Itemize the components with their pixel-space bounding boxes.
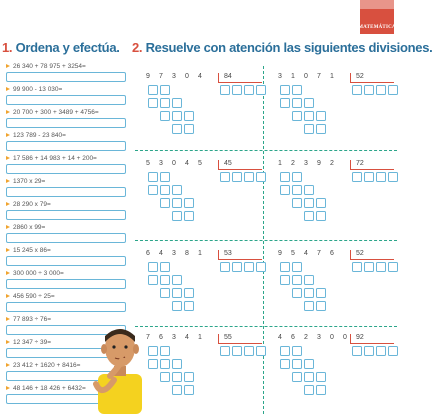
work-square[interactable] [316,301,326,311]
exercise-text: 15 245 x 86= [13,247,51,254]
dividend-digit: 9 [317,160,321,167]
work-square[interactable] [172,288,182,298]
dividend-digit: 1 [291,73,295,80]
quotient-square[interactable] [232,262,242,272]
answer-box[interactable] [6,164,126,174]
work-square[interactable] [172,372,182,382]
quotient-square[interactable] [376,172,386,182]
dividend-digit: 6 [146,250,150,257]
quotient-square[interactable] [364,85,374,95]
dividend-digit: 7 [317,73,321,80]
work-square[interactable] [172,359,182,369]
exercise-line [6,155,126,163]
work-square[interactable] [148,185,158,195]
exercise-text: 17 586 + 14 983 + 14 + 200= [13,155,97,162]
dividend-digit: 3 [172,73,176,80]
work-square[interactable] [160,85,170,95]
work-square[interactable] [184,211,194,221]
arrow-bullet-icon [6,202,10,206]
work-square[interactable] [172,198,182,208]
exercise-text: 123 789 - 23 840= [13,132,66,139]
arrow-bullet-icon [6,87,10,91]
work-square[interactable] [160,185,170,195]
work-square[interactable] [280,85,290,95]
exercise-line [6,86,126,94]
exercise-line [6,109,126,117]
work-square[interactable] [172,185,182,195]
work-square[interactable] [292,98,302,108]
exercise-line [6,293,126,301]
quotient-square[interactable] [376,85,386,95]
work-square[interactable] [292,346,302,356]
answer-box[interactable] [6,302,126,312]
exercise-text: 20 700 + 300 + 3489 + 4756= [13,109,99,116]
quotient-square[interactable] [376,346,386,356]
work-square[interactable] [304,124,314,134]
work-square[interactable] [184,385,194,395]
exercise-text: 23 412 + 1620 + 8416= [13,362,81,369]
dividend-digit: 0 [172,160,176,167]
answer-box[interactable] [6,72,126,82]
work-square[interactable] [160,262,170,272]
division-problem [270,250,395,330]
dividend [146,73,211,80]
arrow-bullet-icon [6,363,10,367]
work-square[interactable] [316,111,326,121]
work-square[interactable] [304,98,314,108]
dividend-digit: 3 [278,73,282,80]
work-square[interactable] [160,288,170,298]
division-problem [138,334,263,414]
dividend-digit: 1 [278,160,282,167]
dividend-digit: 7 [159,73,163,80]
dividend-digit: 9 [278,250,282,257]
work-square[interactable] [292,262,302,272]
section2-number: 2. [132,40,143,55]
dividend-digit: 3 [304,160,308,167]
work-square[interactable] [172,211,182,221]
exercise-text: 12 347 ÷ 39= [13,339,52,346]
dividend-digit: 8 [185,250,189,257]
exercise-text: 48 146 + 18 426 + 6432= [13,385,86,392]
exercise-text: 456 590 ÷ 25= [13,293,55,300]
work-square[interactable] [184,198,194,208]
work-square[interactable] [184,288,194,298]
dividend-digit: 5 [146,160,150,167]
work-square[interactable] [160,372,170,382]
dividend-digit: 0 [330,334,334,341]
quotient-square[interactable] [220,346,230,356]
arrow-bullet-icon [6,64,10,68]
exercise-line [6,270,126,278]
section2-title: Resuelve con atención las siguientes divisiones. [145,40,432,55]
work-square[interactable] [292,198,302,208]
dividend-digit: 9 [146,73,150,80]
answer-box[interactable] [6,95,126,105]
dividend-digit: 0 [343,334,347,341]
work-square[interactable] [304,198,314,208]
work-square[interactable] [160,111,170,121]
work-square[interactable] [304,275,314,285]
work-square[interactable] [280,98,290,108]
section2-heading [132,40,432,55]
dividend-digit: 7 [317,250,321,257]
dividend-digit: 2 [304,334,308,341]
dividend [278,334,356,341]
quotient-square[interactable] [244,172,254,182]
answer-box[interactable] [6,256,126,266]
work-square[interactable] [292,172,302,182]
dividend [278,73,343,80]
exercise-item [6,132,126,151]
dividend-digit: 6 [330,250,334,257]
work-square[interactable] [304,385,314,395]
work-square[interactable] [292,85,302,95]
section1-number: 1. [2,40,13,55]
work-square[interactable] [280,346,290,356]
quotient-square[interactable] [256,172,266,182]
answer-box[interactable] [6,141,126,151]
exercise-text: 1370 x 29= [13,178,46,185]
answer-box[interactable] [6,187,126,197]
dividend-digit: 1 [198,334,202,341]
quotient-square[interactable] [244,85,254,95]
exercise-text: 99 900 - 13 030= [13,86,63,93]
dividend-digit: 4 [304,250,308,257]
dividend-digit: 4 [198,73,202,80]
dividend-digit: 6 [291,334,295,341]
exercise-line [6,201,126,209]
divisor: 55 [218,334,262,344]
work-square[interactable] [292,288,302,298]
dividend [146,160,211,167]
work-square[interactable] [304,301,314,311]
quotient-square[interactable] [220,172,230,182]
dividend-digit: 4 [278,334,282,341]
arrow-bullet-icon [6,317,10,321]
answer-box[interactable] [6,233,126,243]
dividend-digit: 4 [185,334,189,341]
dividend-digit: 3 [159,160,163,167]
work-square[interactable] [292,275,302,285]
work-square[interactable] [148,172,158,182]
exercise-text: 28 290 x 79= [13,201,51,208]
division-problem [270,73,395,153]
work-square[interactable] [160,172,170,182]
work-square[interactable] [172,385,182,395]
arrow-bullet-icon [6,248,10,252]
dividend-digit: 2 [330,160,334,167]
exercise-line [6,132,126,140]
quotient-square[interactable] [388,172,398,182]
divisor: 72 [350,160,394,170]
work-square[interactable] [316,124,326,134]
badge-stripe [360,0,394,9]
work-square[interactable] [316,372,326,382]
divisor: 52 [350,73,394,83]
answer-box[interactable] [6,210,126,220]
work-square[interactable] [280,185,290,195]
division-problem [270,160,395,240]
dividend-digit: 0 [185,73,189,80]
arrow-bullet-icon [6,225,10,229]
quotient-square[interactable] [388,262,398,272]
dividend [146,334,211,341]
work-square[interactable] [304,359,314,369]
dividend-digit: 7 [146,334,150,341]
divisor: 52 [350,250,394,260]
dividend [146,250,211,257]
quotient-square[interactable] [364,346,374,356]
work-square[interactable] [148,262,158,272]
exercise-item [6,63,126,82]
dividend-digit: 4 [159,250,163,257]
work-square[interactable] [148,85,158,95]
work-square[interactable] [304,211,314,221]
exercise-item [6,201,126,220]
work-square[interactable] [316,211,326,221]
work-square[interactable] [184,372,194,382]
work-square[interactable] [280,275,290,285]
work-square[interactable] [292,372,302,382]
arrow-bullet-icon [6,386,10,390]
subject-label: MATEMÁTICA [358,25,396,30]
quotient-square[interactable] [256,262,266,272]
work-square[interactable] [160,98,170,108]
arrow-bullet-icon [6,294,10,298]
exercise-item [6,155,126,174]
quotient-square[interactable] [232,172,242,182]
section1-title: Ordena y efectúa. [15,40,120,55]
divisor: 84 [218,73,262,83]
dividend-digit: 1 [330,73,334,80]
exercise-line [6,224,126,232]
divisor: 45 [218,160,262,170]
work-square[interactable] [280,172,290,182]
dividend-digit: 5 [291,250,295,257]
arrow-bullet-icon [6,133,10,137]
quotient-square[interactable] [352,172,362,182]
exercise-item [6,178,126,197]
work-square[interactable] [160,275,170,285]
work-square[interactable] [172,111,182,121]
arrow-bullet-icon [6,156,10,160]
answer-box[interactable] [6,118,126,128]
exercise-item [6,270,126,289]
work-square[interactable] [160,359,170,369]
quotient-square[interactable] [352,262,362,272]
work-square[interactable] [304,111,314,121]
work-square[interactable] [172,98,182,108]
arrow-bullet-icon [6,340,10,344]
work-square[interactable] [160,346,170,356]
arrow-bullet-icon [6,110,10,114]
work-square[interactable] [160,198,170,208]
section1-heading [2,40,120,55]
row-divider [135,240,397,241]
work-square[interactable] [184,111,194,121]
quotient-square[interactable] [232,346,242,356]
work-square[interactable] [280,262,290,272]
arrow-bullet-icon [6,179,10,183]
exercise-text: 26 340 + 78 975 + 3254= [13,63,86,70]
dividend [278,250,343,257]
exercise-item [6,247,126,266]
work-square[interactable] [184,301,194,311]
quotient-square[interactable] [256,346,266,356]
division-problem [138,250,263,330]
work-square[interactable] [172,301,182,311]
work-square[interactable] [184,124,194,134]
dividend-digit: 5 [198,160,202,167]
work-square[interactable] [304,372,314,382]
quotient-square[interactable] [364,262,374,272]
dividend-digit: 3 [317,334,321,341]
dividend-digit: 2 [291,160,295,167]
answer-box[interactable] [6,279,126,289]
exercise-item [6,109,126,128]
divisor: 53 [218,250,262,260]
dividend-digit: 1 [198,250,202,257]
work-square[interactable] [148,275,158,285]
quotient-square[interactable] [244,346,254,356]
quotient-square[interactable] [376,262,386,272]
exercise-item [6,86,126,105]
work-square[interactable] [292,111,302,121]
exercise-line [6,63,126,71]
quotient-square[interactable] [232,85,242,95]
dividend-digit: 3 [172,334,176,341]
work-square[interactable] [304,185,314,195]
work-square[interactable] [304,288,314,298]
quotient-square[interactable] [220,85,230,95]
thinking-boy-illustration [88,318,152,414]
work-square[interactable] [172,124,182,134]
divisor: 92 [350,334,394,344]
division-problem [138,160,263,240]
work-square[interactable] [316,288,326,298]
arrow-bullet-icon [6,271,10,275]
exercise-line [6,247,126,255]
exercise-line [6,178,126,186]
work-square[interactable] [280,359,290,369]
work-square[interactable] [316,198,326,208]
dividend-digit: 3 [172,250,176,257]
dividend-digit: 0 [304,73,308,80]
quotient-square[interactable] [364,172,374,182]
quotient-square[interactable] [244,262,254,272]
work-square[interactable] [292,359,302,369]
division-problem [270,334,395,414]
exercise-text: 2860 x 99= [13,224,46,231]
dividend [278,160,343,167]
division-problem [138,73,263,153]
subject-badge [360,0,394,34]
exercise-text: 77 893 ÷ 76= [13,316,52,323]
exercise-item [6,293,126,312]
quotient-square[interactable] [220,262,230,272]
quotient-square[interactable] [388,346,398,356]
quotient-square[interactable] [352,85,362,95]
exercise-item [6,224,126,243]
exercise-text: 300 000 ÷ 3 000= [13,270,64,277]
dividend-digit: 4 [185,160,189,167]
work-square[interactable] [148,98,158,108]
work-square[interactable] [172,275,182,285]
quotient-square[interactable] [352,346,362,356]
quotient-square[interactable] [388,85,398,95]
work-square[interactable] [316,385,326,395]
work-square[interactable] [292,185,302,195]
quotient-square[interactable] [256,85,266,95]
dividend-digit: 6 [159,334,163,341]
